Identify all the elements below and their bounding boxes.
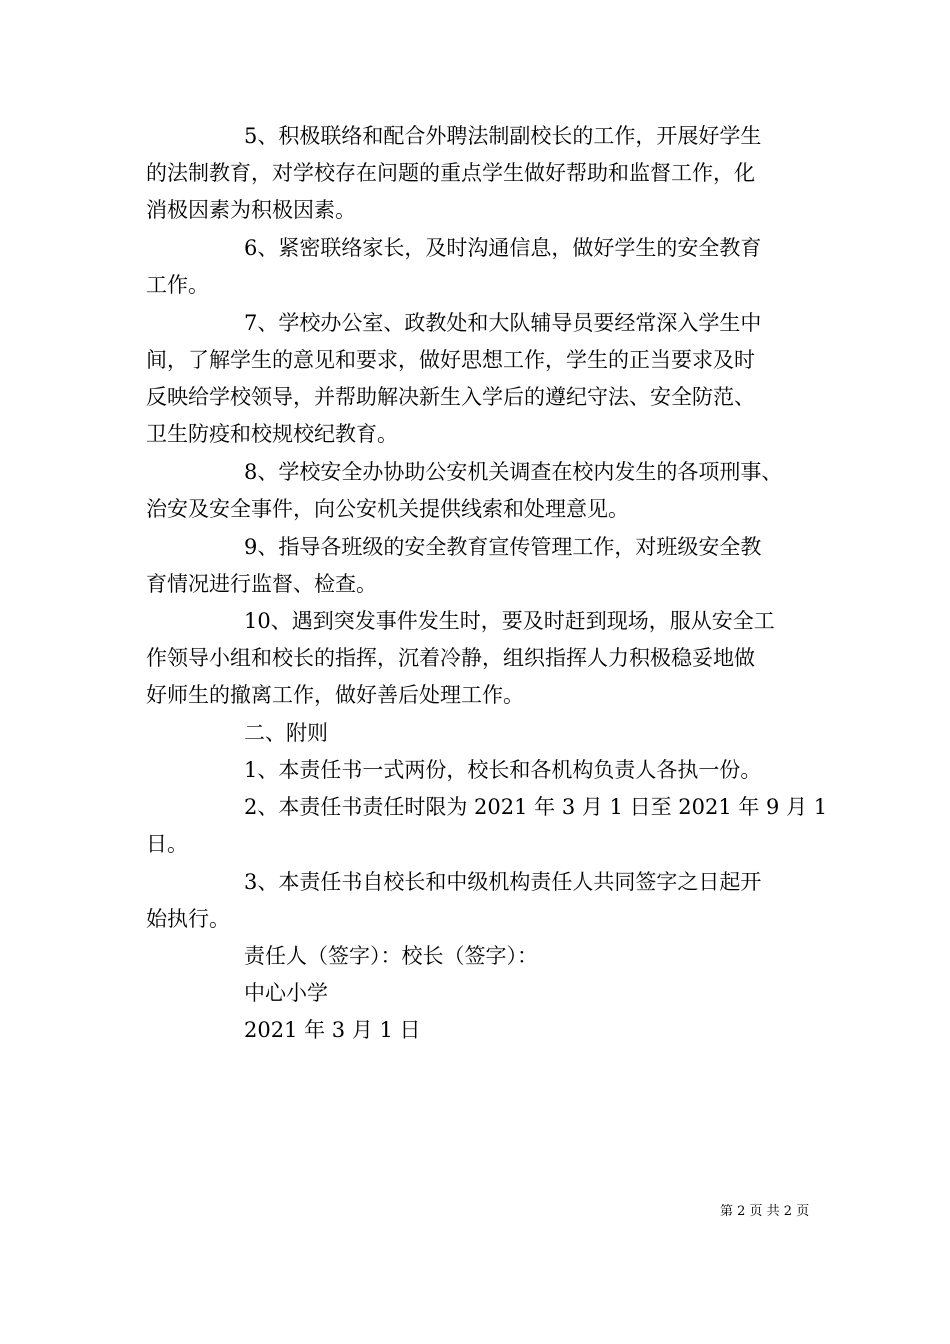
paragraph-6-line-2: 工作。: [146, 273, 209, 297]
paragraph-10-line-1: 10、遇到突发事件发生时，要及时赶到现场，服从安全工: [244, 609, 775, 633]
section-heading-appendix: 二、附则: [244, 721, 328, 745]
paragraph-7-line-2: 间，了解学生的意见和要求，做好思想工作，学生的正当要求及时: [146, 348, 755, 372]
paragraph-5-line-1: 5、积极联络和配合外聘法制副校长的工作，开展好学生: [244, 124, 762, 148]
paragraph-7-line-1: 7、学校办公室、政教处和大队辅导员要经常深入学生中: [244, 311, 762, 335]
paragraph-9-line-2: 育情况进行监督、检查。: [146, 572, 377, 596]
paragraph-5-line-2: 的法制教育，对学校存在问题的重点学生做好帮助和监督工作，化: [146, 161, 755, 185]
paragraph-7-line-3: 反映给学校领导，并帮助解决新生入学后的遵纪守法、安全防范、: [146, 385, 755, 409]
school-name: 中心小学: [244, 981, 328, 1005]
paragraph-5-line-3: 消极因素为积极因素。: [146, 198, 356, 222]
appendix-item-3-line-2: 始执行。: [146, 907, 230, 931]
paragraph-10-line-3: 好师生的撤离工作，做好善后处理工作。: [146, 683, 524, 707]
document-date: 2021 年 3 月 1 日: [244, 1018, 421, 1042]
appendix-item-1: 1、本责任书一式两份，校长和各机构负责人各执一份。: [244, 758, 762, 782]
paragraph-8-line-2: 治安及安全事件，向公安机关提供线索和处理意见。: [146, 497, 629, 521]
appendix-item-2-line-2: 日。: [146, 832, 188, 856]
paragraph-7-line-4: 卫生防疫和校规校纪教育。: [146, 422, 398, 446]
appendix-item-2-line-1: 2、本责任书责任时限为 2021 年 3 月 1 日至 2021 年 9 月 1: [244, 795, 828, 819]
page-number: 第 2 页 共 2 页: [720, 1204, 810, 1219]
paragraph-10-line-2: 作领导小组和校长的指挥，沉着冷静，组织指挥人力积极稳妥地做: [146, 646, 755, 670]
paragraph-6-line-1: 6、紧密联络家长，及时沟通信息，做好学生的安全教育: [244, 236, 762, 260]
signature-line: 责任人（签字）：校长（签字）：: [244, 944, 538, 968]
appendix-item-3-line-1: 3、本责任书自校长和中级机构责任人共同签字之日起开: [244, 870, 762, 894]
paragraph-8-line-1: 8、学校安全办协助公安机关调查在校内发生的各项刑事、: [244, 460, 783, 484]
paragraph-9-line-1: 9、指导各班级的安全教育宣传管理工作，对班级安全教: [244, 535, 762, 559]
